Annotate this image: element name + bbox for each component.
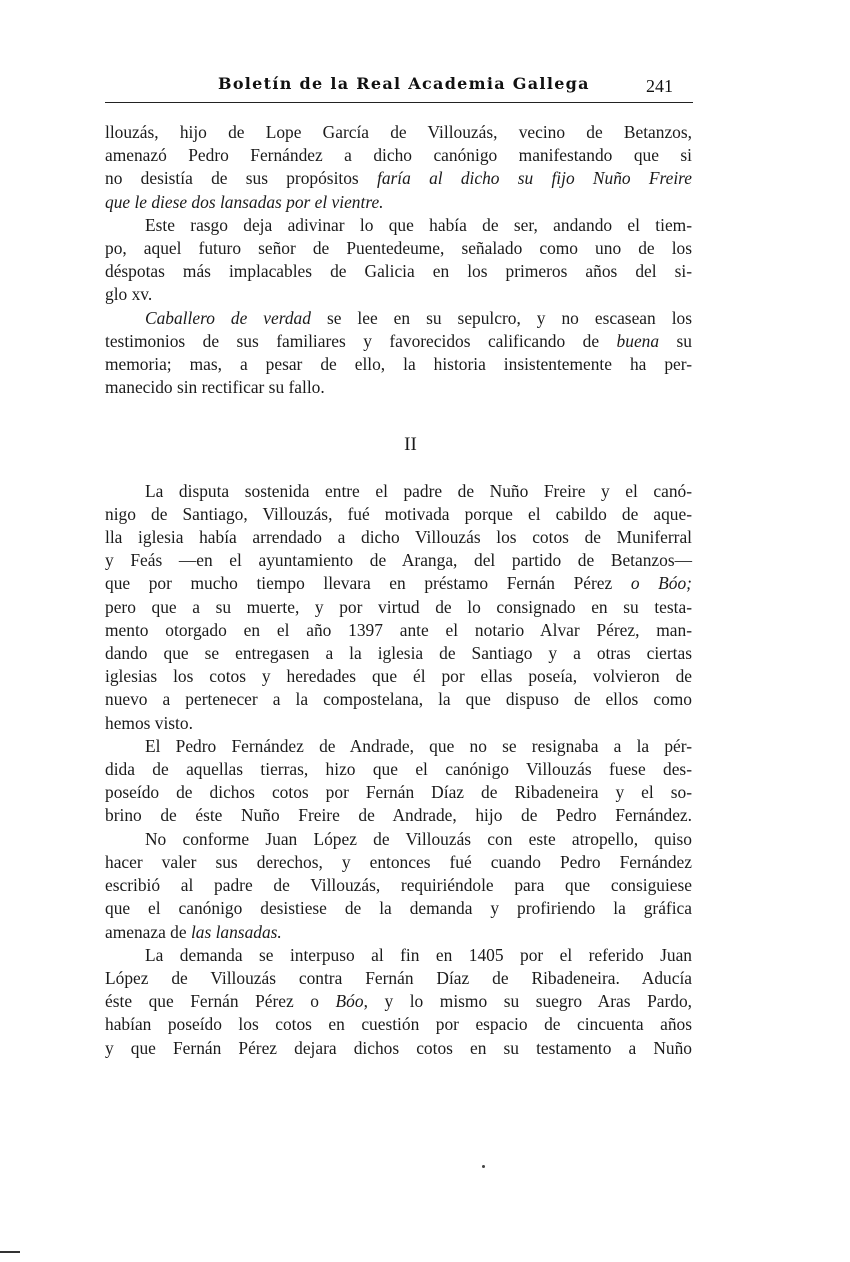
- section-numeral: II: [404, 434, 417, 456]
- italic-name: Bóo: [335, 991, 364, 1012]
- text-line: habían poseído los cotos en cuestión por espacio de cincuenta años: [105, 1014, 692, 1035]
- text-fragment: , y lo mismo su suegro Aras Pardo,: [363, 991, 692, 1012]
- text-line: [105, 330, 692, 353]
- body-text: [105, 121, 692, 1060]
- text-line: poseído de dichos cotos por Fernán Díaz de Ribadeneira y el so-: [105, 782, 692, 803]
- text-line: [105, 572, 692, 595]
- text-fragment: su: [676, 330, 692, 351]
- text-line: El Pedro Fernández de Andrade, que no se resignaba a la pér-: [145, 735, 692, 756]
- text-line: [105, 990, 692, 1013]
- text-line: [105, 307, 692, 330]
- italic-word: buena: [616, 330, 660, 351]
- text-line: [105, 191, 692, 214]
- text-line: nuevo a pertenecer a la compostelana, la que dispuso de ellos como: [105, 689, 692, 710]
- text-line: hemos visto.: [105, 712, 193, 733]
- text-line: escribió al padre de Villouzás, requiriéndole para que consiguiese: [105, 875, 692, 896]
- text-line: llouzás, hijo de Lope García de Villouzás, vecino de Betanzos,: [105, 122, 692, 142]
- text-fragment: se lee en su sepulcro, y no escasean los: [326, 307, 692, 328]
- text-line: dida de aquellas tierras, hizo que el canónigo Villouzás fuese des-: [105, 759, 692, 780]
- text-line: y que Fernán Pérez dejara dichos cotos en su testamento a Nuño: [105, 1037, 692, 1058]
- italic-quote: que le diese dos lansadas por el vientre.: [105, 191, 384, 212]
- text-line: amenazó Pedro Fernández a dicho canónigo manifestando que si: [105, 145, 692, 166]
- text-fragment: que por mucho tiempo llevara en préstamo Fernán Pérez: [105, 573, 613, 594]
- text-fragment: amenaza de: [105, 921, 187, 942]
- text-line: dando que se entregasen a la iglesia de Santiago y a otras ciertas: [105, 643, 692, 664]
- text-line: manecido sin rectificar su fallo.: [105, 377, 325, 398]
- text-line: Este rasgo deja adivinar lo que había de ser, andando el tiem-: [145, 214, 692, 235]
- journal-title: Boletín de la Real Academia Gallega: [218, 74, 590, 93]
- text-line: hacer valer sus derechos, y entonces fué cuando Pedro Fernández: [105, 851, 692, 872]
- scan-speck: [482, 1165, 485, 1168]
- text-fragment: éste que Fernán Pérez o: [105, 991, 319, 1012]
- italic-phrase: las lansadas.: [190, 921, 282, 942]
- italic-quote: faría al dicho su fijo Nuño Freire: [376, 168, 693, 189]
- text-line: lla iglesia había arrendado a dicho Villouzás los cotos de Muniferral: [105, 527, 692, 548]
- text-line: La disputa sostenida entre el padre de Nuño Freire y el canó-: [145, 480, 692, 501]
- text-line: memoria; mas, a pesar de ello, la historia insistentemente ha per-: [105, 354, 692, 375]
- text-line: pero que a su muerte, y por virtud de lo consignado en su testa-: [105, 596, 692, 617]
- text-line: déspotas más implacables de Galicia en los primeros años del si-: [105, 261, 692, 282]
- text-line: [105, 167, 692, 190]
- scan-margin-mark: [0, 1251, 20, 1253]
- text-line: y Feás —en el ayuntamiento de Aranga, del partido de Betanzos—: [105, 550, 692, 571]
- text-line: brino de éste Nuño Freire de Andrade, hijo de Pedro Fernández.: [105, 805, 692, 826]
- text-line: nigo de Santiago, Villouzás, fué motivada porque el cabildo de aque-: [105, 503, 692, 524]
- text-line: No conforme Juan López de Villouzás con este atropello, quiso: [145, 828, 692, 849]
- text-line: que el canónigo desistiese de la demanda y profiriendo la gráfica: [105, 898, 692, 919]
- text-fragment: testimonios de sus familiares y favorecidos calificando de: [105, 330, 600, 351]
- text-line: iglesias los cotos y heredades que él por ellas poseía, volvieron de: [105, 666, 692, 687]
- text-line: glo xv.: [105, 284, 153, 305]
- text-line: López de Villouzás contra Fernán Díaz de Ribadeneira. Aducía: [105, 967, 692, 988]
- text-line: La demanda se interpuso al fin en 1405 por el referido Juan: [145, 944, 692, 965]
- page-number: 241: [646, 76, 673, 96]
- italic-name: o Bóo;: [630, 573, 692, 594]
- text-line: po, aquel futuro señor de Puentedeume, señalado como uno de los: [105, 238, 692, 259]
- text-line: [105, 921, 692, 944]
- text-fragment: no desistía de sus propósitos: [105, 168, 359, 189]
- running-header: [105, 72, 693, 103]
- italic-quote: Caballero de verdad: [145, 307, 311, 328]
- text-line: mento otorgado en el año 1397 ante el notario Alvar Pérez, man-: [105, 619, 692, 640]
